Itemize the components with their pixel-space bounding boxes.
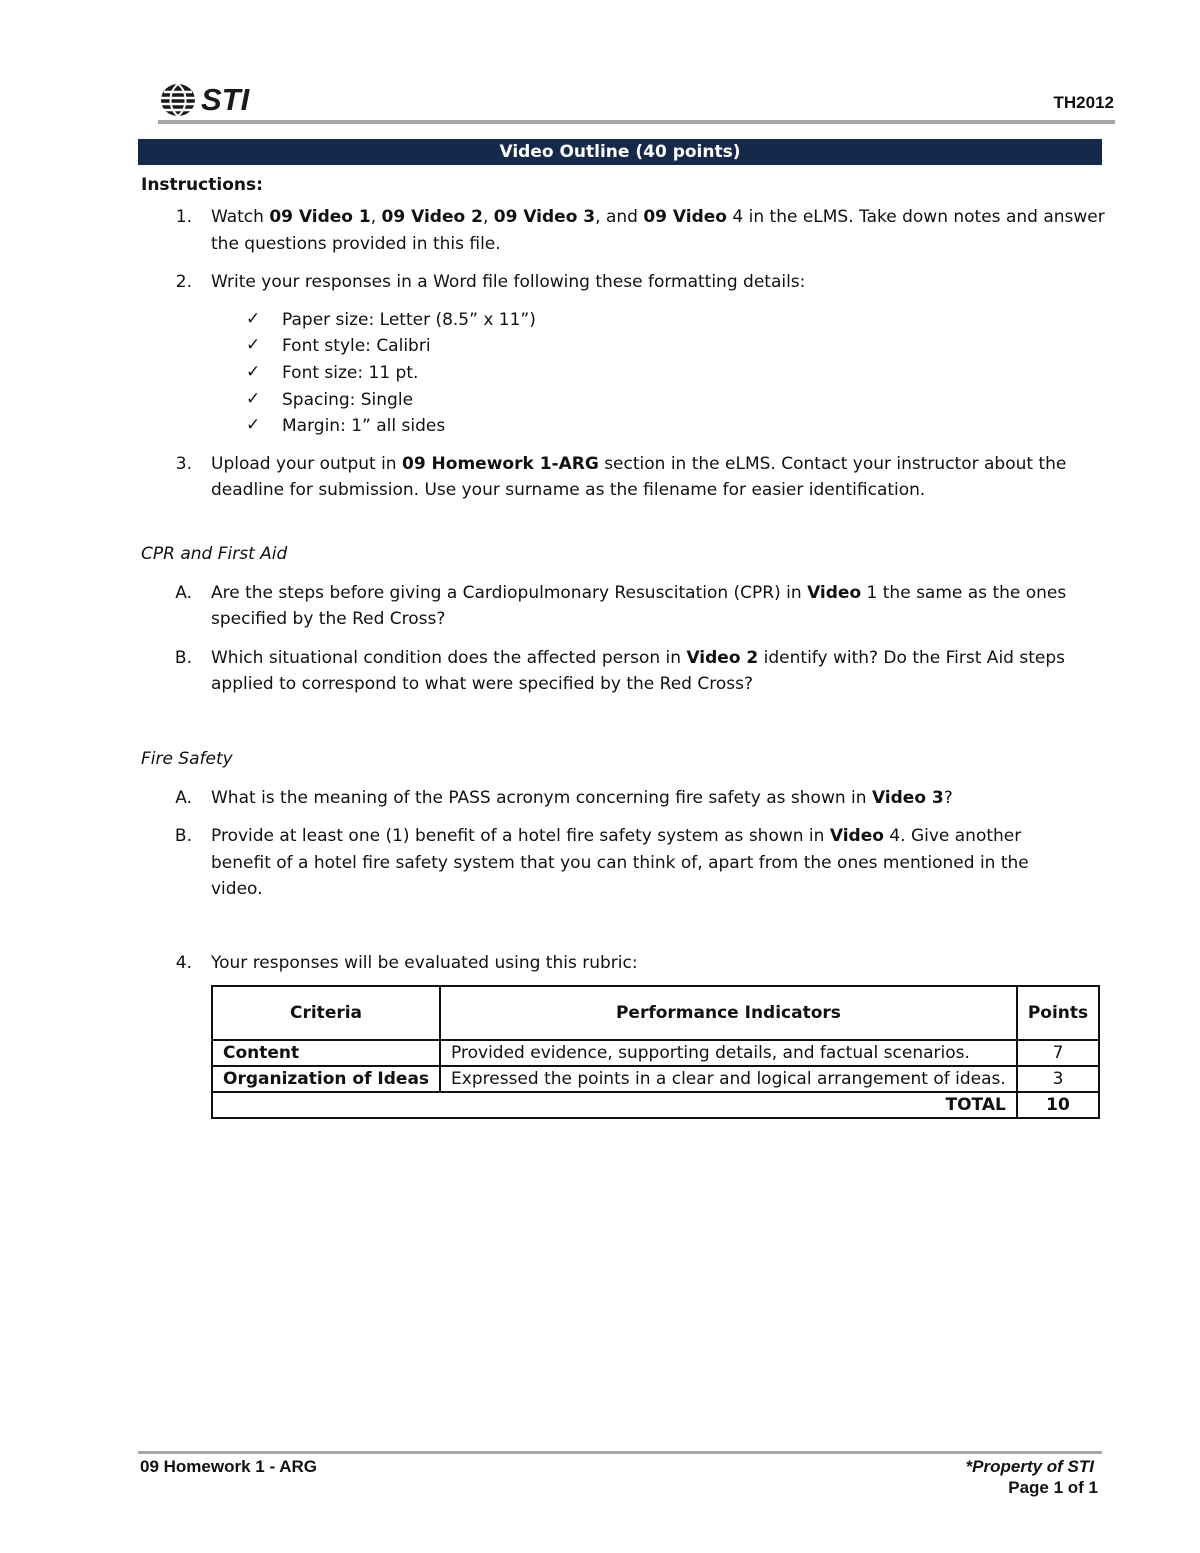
text: identify with? Do the First Aid steps	[758, 648, 1065, 668]
format-detail: Margin: 1” all sides	[282, 416, 446, 436]
instruction-item-3-line2: deadline for submission. Use your surname as the filename for easier identification.	[211, 480, 926, 500]
total-points: 10	[1017, 1092, 1099, 1118]
indicator-cell: Provided evidence, supporting details, and factual scenarios.	[440, 1040, 1017, 1066]
checkmark-icon: ✓	[246, 335, 261, 355]
question-letter: A.	[175, 788, 192, 808]
video-ref: 09 Video 3	[493, 207, 596, 227]
item-number: 1.	[175, 207, 192, 227]
text: Are the steps before giving a Cardiopulmonary Resuscitation (CPR) in	[211, 583, 808, 603]
checkmark-icon: ✓	[246, 309, 261, 329]
total-row	[212, 1092, 1099, 1118]
section-banner: Video Outline (40 points)	[138, 139, 1102, 165]
instruction-item-3	[211, 451, 1066, 477]
video-ref: Video	[807, 583, 862, 603]
instructions-heading: Instructions:	[141, 175, 263, 195]
checkmark-icon: ✓	[246, 362, 261, 382]
document-code: TH2012	[1053, 93, 1114, 112]
criteria-cell: Content	[212, 1040, 440, 1066]
page-number: Page 1 of 1	[1008, 1478, 1098, 1497]
text: 4	[726, 207, 744, 227]
video-ref: Video 3	[871, 788, 944, 808]
header-rule	[158, 120, 1115, 124]
text: ,	[482, 207, 494, 227]
text: Provide at least one (1) benefit of a hotel fire safety system as shown in	[211, 826, 830, 846]
sti-logo	[158, 82, 249, 118]
text: What is the meaning of the PASS acronym concerning fire safety as shown in	[211, 788, 872, 808]
logo-text: STI	[201, 82, 250, 117]
video-ref: Video 2	[686, 648, 759, 668]
instruction-item-2: Write your responses in a Word file following these formatting details:	[211, 272, 806, 292]
video-ref: 09 Video	[643, 207, 727, 227]
fire-question-b-line3: video.	[211, 879, 263, 899]
format-detail: Paper size: Letter (8.5” x 11”)	[282, 310, 536, 330]
question-letter: B.	[174, 648, 192, 668]
footer-property: *Property of STI	[965, 1457, 1094, 1476]
footer-doc-title: 09 Homework 1 - ARG	[140, 1457, 317, 1476]
text: ,	[370, 207, 382, 227]
section-heading-fire: Fire Safety	[141, 749, 233, 769]
fire-question-b-line2: benefit of a hotel fire safety system that you can think of, apart from the ones mentioned in the	[211, 853, 1029, 873]
instruction-item-1	[211, 204, 1105, 230]
text: in the eLMS. Take down notes and answer	[743, 207, 1105, 227]
text: , and	[595, 207, 644, 227]
checkmark-icon: ✓	[246, 415, 261, 435]
criteria-cell: Organization of Ideas	[212, 1066, 440, 1092]
cpr-question-b	[211, 645, 1065, 671]
homework-ref: 09 Homework 1-ARG	[401, 454, 599, 474]
item-number: 2.	[175, 272, 192, 292]
sti-globe-icon	[158, 82, 198, 118]
rubric-intro: Your responses will be evaluated using this rubric:	[211, 953, 638, 973]
question-letter: A.	[175, 583, 192, 603]
table-row	[212, 1040, 1099, 1066]
column-header: Criteria	[212, 986, 440, 1040]
total-label: TOTAL	[212, 1092, 1017, 1118]
points-cell: 3	[1017, 1066, 1099, 1092]
footer-rule	[138, 1451, 1102, 1454]
question-letter: B.	[174, 826, 192, 846]
section-heading-cpr: CPR and First Aid	[141, 544, 288, 564]
text: Watch	[211, 207, 270, 227]
fire-question-b	[211, 823, 1021, 849]
cpr-question-a-line2: specified by the Red Cross?	[211, 609, 446, 629]
format-detail: Spacing: Single	[282, 390, 414, 410]
column-header: Performance Indicators	[440, 986, 1017, 1040]
fire-question-a	[211, 785, 953, 811]
column-header: Points	[1017, 986, 1099, 1040]
item-number: 3.	[175, 454, 192, 474]
text: Which situational condition does the affected person in	[211, 648, 687, 668]
points-cell: 7	[1017, 1040, 1099, 1066]
cpr-question-b-line2: applied to correspond to what were specified by the Red Cross?	[211, 674, 753, 694]
video-ref: Video	[829, 826, 884, 846]
video-ref: 09 Video 1	[269, 207, 371, 227]
indicator-cell: Expressed the points in a clear and logical arrangement of ideas.	[440, 1066, 1017, 1092]
table-row	[212, 1066, 1099, 1092]
checkmark-icon: ✓	[246, 389, 261, 409]
text: 4. Give another	[883, 826, 1022, 846]
rubric-table	[211, 985, 1100, 1119]
video-ref: 09 Video 2	[381, 207, 483, 227]
text: ?	[943, 788, 953, 808]
rubric-header-row	[212, 986, 1099, 1040]
item-number: 4.	[175, 953, 192, 973]
format-detail: Font size: 11 pt.	[282, 363, 419, 383]
format-detail: Font style: Calibri	[282, 336, 431, 356]
text: section in the eLMS. Contact your instructor about the	[598, 454, 1067, 474]
cpr-question-a	[211, 580, 1066, 606]
text: Upload your output in	[211, 454, 402, 474]
instruction-item-1-line2: the questions provided in this file.	[211, 234, 501, 254]
text: 1 the same as the ones	[861, 583, 1067, 603]
